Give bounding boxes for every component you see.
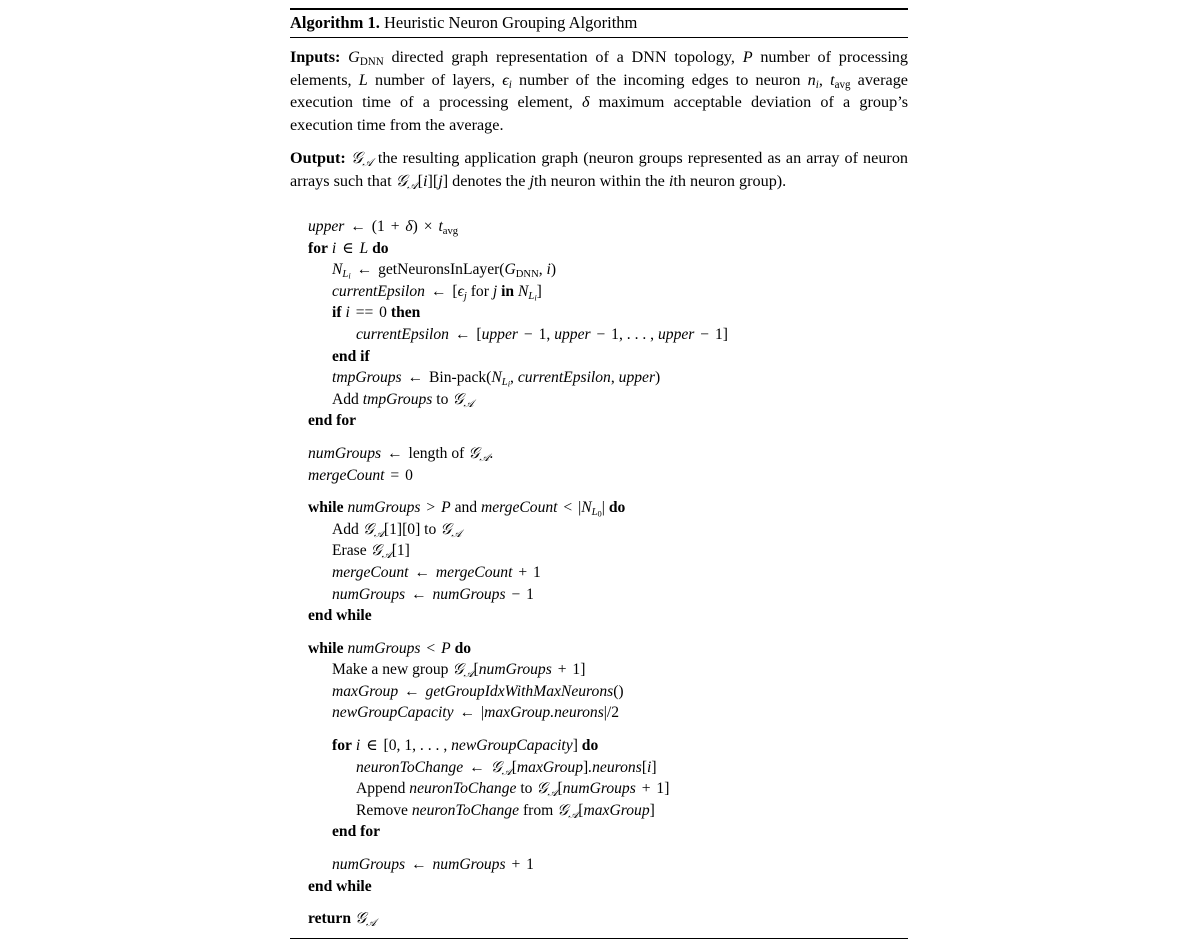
- output-label: Output:: [290, 149, 346, 167]
- code-line: Remove neuronToChange from 𝒢$_𝒜$[maxGroup]: [356, 801, 655, 821]
- algorithm-box: [290, 8, 908, 939]
- code-line: maxGroup ← getGroupIdxWithMaxNeurons(): [332, 682, 624, 700]
- code-line: neuronToChange ← 𝒢$_𝒜$[maxGroup].neurons[i]: [356, 758, 657, 778]
- code-gap: [308, 724, 908, 735]
- inputs-label: Inputs:: [290, 48, 341, 66]
- code-line: end for: [308, 412, 357, 430]
- code-line: while numGroups > P and mergeCount < $|N_{L_0}|$ do: [308, 499, 626, 519]
- code-gap: [308, 486, 908, 497]
- code-gap: [308, 627, 908, 638]
- code-line: return 𝒢$_𝒜$: [308, 910, 377, 930]
- code-line: end while: [308, 607, 372, 625]
- algorithm-label: Algorithm 1.: [290, 13, 380, 32]
- code-line: end while: [308, 877, 372, 895]
- code-line: end for: [332, 823, 381, 841]
- code-line: Make a new group 𝒢$_𝒜$[numGroups + 1]: [332, 661, 586, 681]
- code-line: for i ∈ [0, 1, . . . , newGroupCapacity] do: [332, 737, 599, 755]
- code-line: if i == 0 then: [332, 304, 421, 322]
- code-line: currentEpsilon ← [$\epsilon_j$ for j in $N_{L_i}$]: [332, 282, 542, 303]
- code-line: upper ← $(1 + \delta) \times t_{avg}$: [308, 218, 459, 237]
- code-line: currentEpsilon ← [upper − 1, upper − 1, . . . , upper − 1]: [356, 325, 728, 343]
- code-line: Add tmpGroups to 𝒢$_𝒜$: [332, 390, 474, 410]
- code-line: newGroupCapacity ← |maxGroup.neurons|/2: [332, 704, 620, 722]
- code-line: tmpGroups ← Bin-$pack(N_{L_i}$, currentEpsilon, upper): [332, 369, 661, 389]
- code-line: numGroups ← numGroups − 1: [332, 585, 534, 603]
- output-text: 𝒢$_𝒜$ the resulting application graph (neuron groups represented as an array of neuron arrays such that 𝒢$_𝒜$[i][j] denotes the jth neuron within the ith neuron group).: [290, 149, 909, 192]
- code-line: $N_{L_i}$ ← $getNeuronsInLayer(G_{DNN}$, i): [332, 261, 557, 281]
- code-line: while numGroups < P do: [308, 639, 472, 657]
- algorithm-title: Heuristic Neuron Grouping Algorithm: [383, 13, 638, 32]
- code-line: Add 𝒢$_𝒜$[1][0] to 𝒢$_𝒜$: [332, 520, 462, 540]
- algorithm-header: [290, 10, 908, 37]
- code-line: mergeCount ← mergeCount + 1: [332, 563, 541, 581]
- inputs-block: [290, 38, 908, 136]
- code-gap: [308, 843, 908, 854]
- code-gap: [308, 897, 908, 908]
- inputs-text: $G_{DNN}$ directed graph representation of a DNN topology, P number of processing elements, L number of layers, $\epsilon_i$ number of the incoming edges to neuron $n_i$, $t_{avg}$ average execution time of a processing element, δ maximum acceptable deviation of a group’s execution time from the average.: [290, 48, 908, 134]
- code-line: end if: [332, 347, 370, 365]
- code-line: mergeCount = 0: [308, 466, 413, 484]
- output-block: [290, 136, 908, 196]
- bottom-rule: [290, 938, 908, 939]
- code-line: for i ∈ L do: [308, 239, 389, 257]
- code-gap: [308, 432, 908, 443]
- pseudocode-body: [290, 196, 908, 938]
- code-line: Erase 𝒢$_𝒜$[1]: [332, 542, 410, 562]
- code-line: numGroups ← numGroups + 1: [332, 856, 534, 874]
- code-line: Append neuronToChange to 𝒢$_𝒜$[numGroups + 1]: [356, 780, 670, 800]
- code-tail-spacer: [308, 930, 908, 938]
- code-line: numGroups ← length of 𝒢$_𝒜$.: [308, 444, 494, 464]
